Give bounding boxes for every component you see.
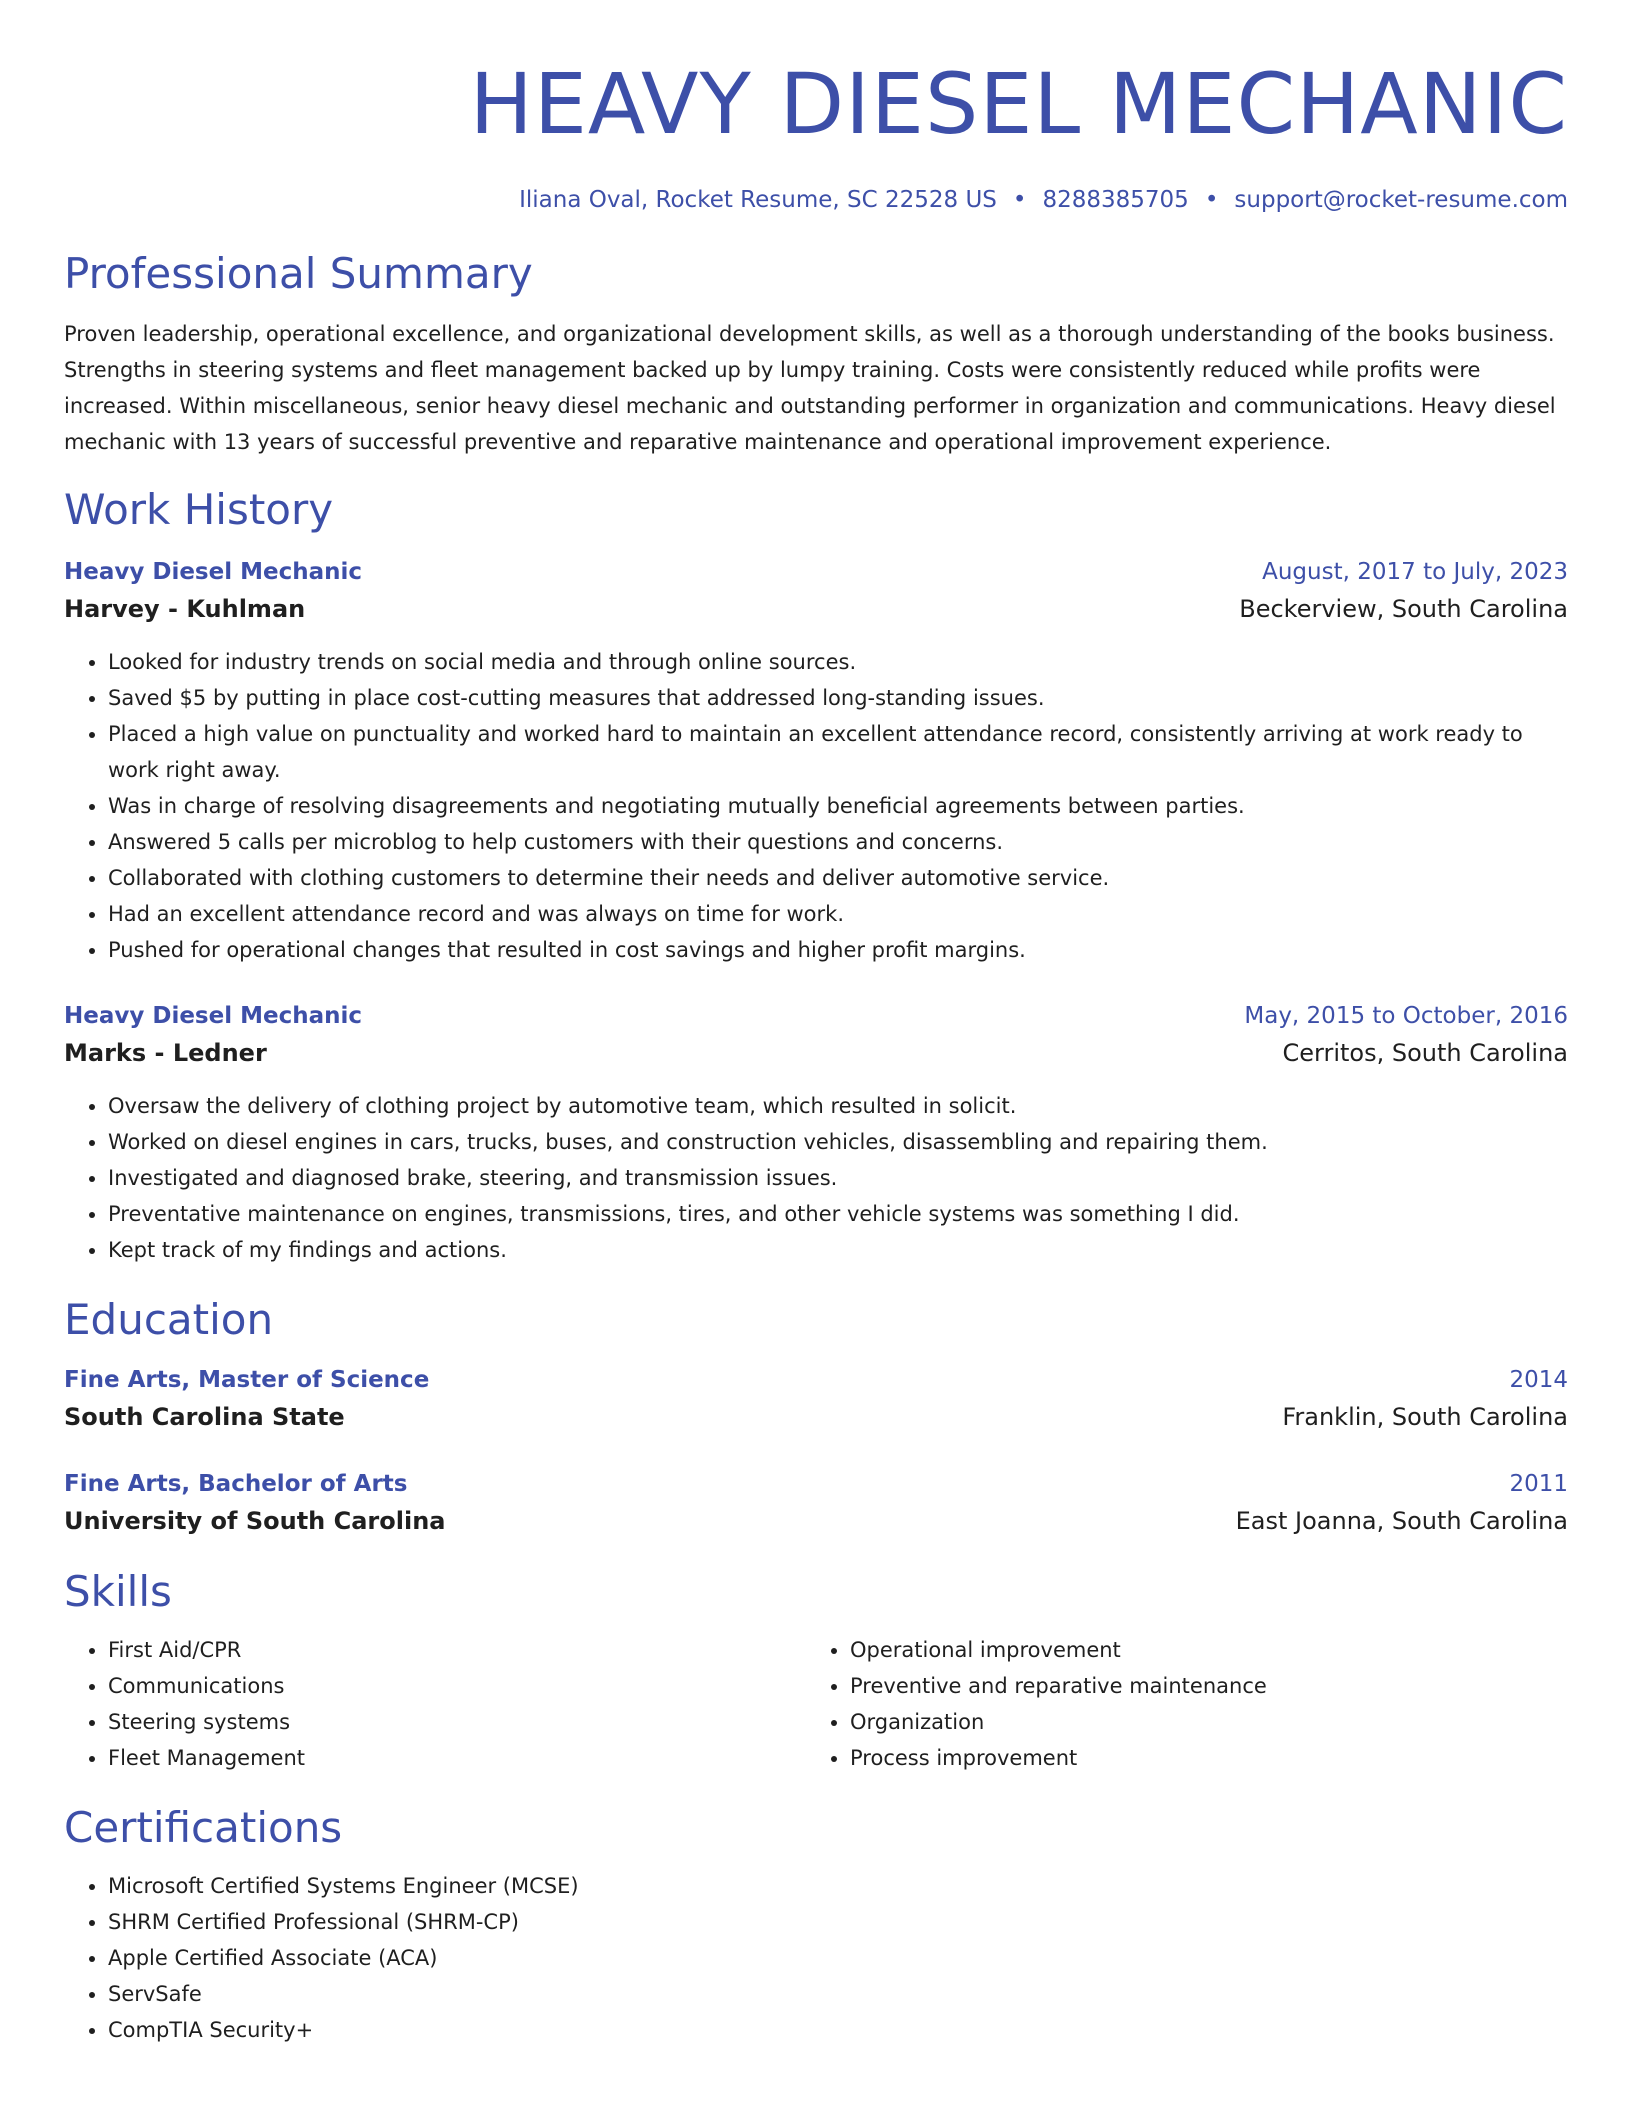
job-bullet: • Answered 5 calls per microblog to help customers with their questions and concerns. [108,824,1568,860]
job-bullets [64,644,1568,968]
job-bullet: • Saved $5 by putting in place cost-cutting measures that addressed long-standing issues. [108,680,1568,716]
contact-separator: • [1012,187,1027,213]
job-subheader [64,1034,1568,1072]
job-bullet: • Placed a high value on punctuality and worked hard to maintain an excellent attendance record, consistently arriving at work ready to work right away. [108,716,1568,788]
job-location: Cerritos, South Carolina [1282,1039,1568,1067]
certification-item: • SHRM Certified Professional (SHRM-CP) [108,1904,1568,1940]
education-location: East Joanna, South Carolina [1235,1507,1568,1535]
job-bullet: • Oversaw the delivery of clothing project by automotive team, which resulted in solicit. [108,1088,1568,1124]
job-bullet: • Collaborated with clothing customers to determine their needs and deliver automotive service. [108,860,1568,896]
certification-item: • Apple Certified Associate (ACA) [108,1940,1568,1976]
contact-email: support@rocket-resume.com [1234,187,1568,213]
job-dates: May, 2015 to October, 2016 [1244,1003,1568,1029]
job-bullet: • Looked for industry trends on social media and through online sources. [108,644,1568,680]
education-header [64,1362,1568,1398]
education-header [64,1466,1568,1502]
skills-columns [64,1632,1568,1776]
job-subheader [64,590,1568,628]
job-location: Beckerview, South Carolina [1239,595,1568,623]
education-subheader [64,1398,1568,1436]
skills-section [64,1566,1568,1776]
job-dates: August, 2017 to July, 2023 [1262,559,1568,585]
skill-item: • Steering systems [108,1704,806,1740]
summary-text: Proven leadership, operational excellence, and organizational development skills, as well as a thorough understanding of the books business. Strengths in steering systems and fleet management backed up by lumpy training. Costs were consistently reduced while profits were increased. Within miscellaneous, senior heavy diesel mechanic and outstanding performer in organization and communications. Heavy diesel mechanic with 13 years of successful preventive and reparative maintenance and operational improvement experience. [64,322,1556,454]
skill-item: • Operational improvement [850,1632,1548,1668]
certification-item: • Microsoft Certified Systems Engineer (MCSE) [108,1868,1568,1904]
education-school: University of South Carolina [64,1507,446,1535]
job-company: Harvey - Kuhlman [64,595,306,623]
work-history-heading: Work History [64,485,334,534]
certifications-heading: Certifications [64,1803,343,1852]
education-section [64,1294,1568,1540]
resume-header [64,56,1568,216]
education-heading: Education [64,1295,274,1344]
job-bullet: • Worked on diesel engines in cars, trucks, buses, and construction vehicles, disassembling and repairing them. [108,1124,1568,1160]
job-header [64,998,1568,1034]
skill-item: • First Aid/CPR [108,1632,806,1668]
education-school: South Carolina State [64,1403,345,1431]
education-degree: Fine Arts, Master of Science [64,1367,430,1393]
education-degree: Fine Arts, Bachelor of Arts [64,1471,408,1497]
education-entry [64,1466,1568,1540]
job-role: Heavy Diesel Mechanic [64,1003,363,1029]
skill-item: • Fleet Management [108,1740,806,1776]
job-bullet: • Investigated and diagnosed brake, steering, and transmission issues. [108,1160,1568,1196]
certification-item: • ServSafe [108,1976,1568,2012]
work-history-section [64,484,1568,1268]
job-title-heading: HEAVY DIESEL MECHANIC [469,55,1568,153]
skills-list-right [806,1632,1548,1776]
summary-section [64,248,1568,460]
contact-phone: 8288385705 [1042,187,1189,213]
job-bullet: • Pushed for operational changes that resulted in cost savings and higher profit margins. [108,932,1568,968]
skills-heading: Skills [64,1567,172,1616]
education-year: 2014 [1509,1367,1568,1393]
summary-heading: Professional Summary [64,249,533,298]
contact-address: Iliana Oval, Rocket Resume, SC 22528 US [519,187,997,213]
skill-item: • Organization [850,1704,1548,1740]
certification-item: • CompTIA Security+ [108,2012,1568,2048]
job-header [64,554,1568,590]
skill-item: • Communications [108,1668,806,1704]
contact-line [64,184,1568,216]
skill-item: • Process improvement [850,1740,1548,1776]
education-entry [64,1362,1568,1436]
job-bullets [64,1088,1568,1268]
skill-item: • Preventive and reparative maintenance [850,1668,1548,1704]
skills-list-left [64,1632,806,1776]
certifications-list [64,1868,1568,2048]
job-role: Heavy Diesel Mechanic [64,559,363,585]
job-entry [64,554,1568,968]
job-bullet: • Kept track of my findings and actions. [108,1232,1568,1268]
education-location: Franklin, South Carolina [1282,1403,1568,1431]
education-year: 2011 [1509,1471,1568,1497]
job-company: Marks - Ledner [64,1039,267,1067]
contact-separator: • [1204,187,1219,213]
education-subheader [64,1502,1568,1540]
job-bullet: • Had an excellent attendance record and was always on time for work. [108,896,1568,932]
job-bullet: • Preventative maintenance on engines, transmissions, tires, and other vehicle systems was something I did. [108,1196,1568,1232]
job-entry [64,998,1568,1268]
job-bullet: • Was in charge of resolving disagreements and negotiating mutually beneficial agreements between parties. [108,788,1568,824]
certifications-section [64,1802,1568,2048]
